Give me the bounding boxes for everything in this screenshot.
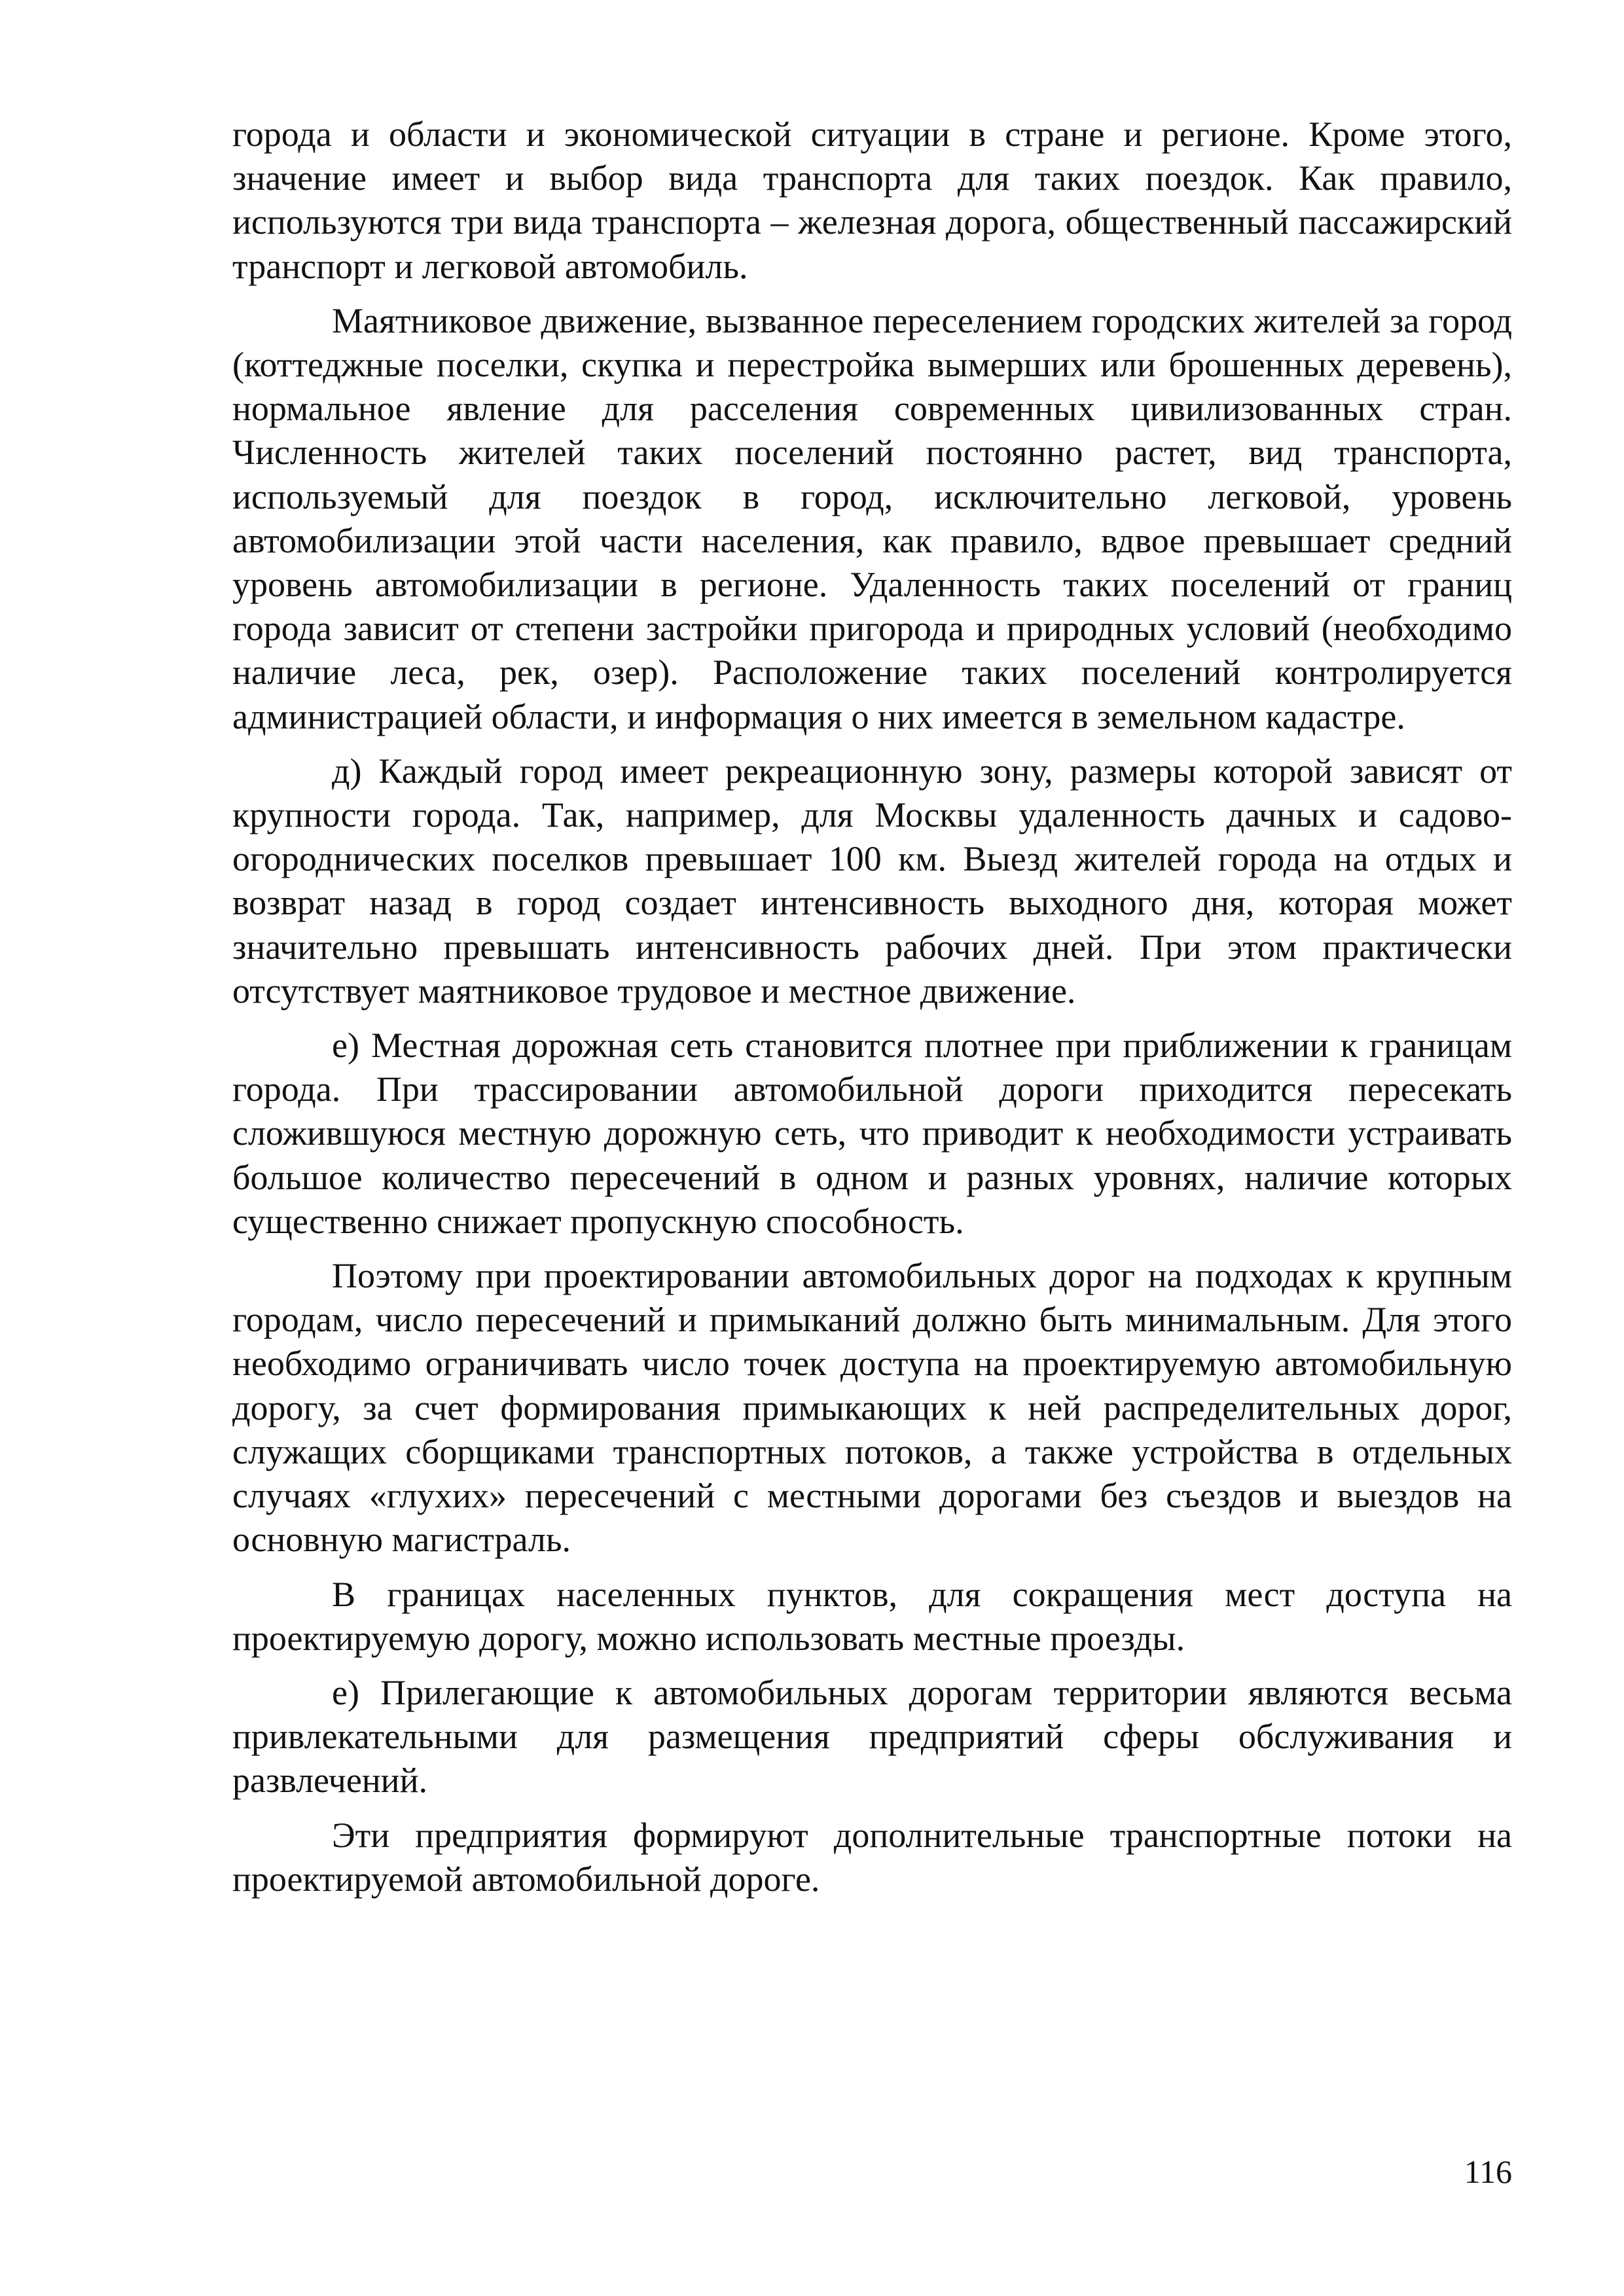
paragraph-recreation-zone: д) Каждый город имеет рекреационную зону, размеры которой зависят от крупности города. Так, например, для Москвы удаленность дачных и садово-огороднических поселков превышает 100 км. Выезд жителей города на отдых и возврат назад в город создает интенсивность выходного дня, которая может значительно превышать интенсивность рабочих дней. При этом практически отсутствует маятниковое трудовое и местное движение. [232, 751, 1512, 1011]
paragraph-local-passages: В границах населенных пунктов, для сокращения мест доступа на проектируемую дорогу, можно использовать местные проезды. [232, 1574, 1512, 1658]
page-number: 116 [1464, 2153, 1512, 2190]
paragraph-adjacent-territories: е) Прилегающие к автомобильных дорогам территории являются весьма привлекательными для размещения предприятий сферы обслуживания и развлечений. [232, 1672, 1512, 1801]
paragraph-pendulum-traffic: Маятниковое движение, вызванное переселением городских жителей за город (коттеджные поселки, скупка и перестройка вымерших или брошенных деревень), нормальное явление для расселения современных цивилизованных стран. Численность жителей таких поселений постоянно растет, вид транспорта, используемый для поездок в город, исключительно легковой, уровень автомобилизации этой части населения, как правило, вдвое превышает средний уровень автомобилизации в регионе. Удаленность таких поселений от границ города зависит от степени застройки пригорода и природных условий (необходимо наличие леса, рек, озер). Расположение таких поселений контролируется администрацией области, и информация о них имеется в земельном кадастре. [232, 300, 1512, 736]
paragraph-additional-flows: Эти предприятия формируют дополнительные транспортные потоки на проектируемой автомобильной дороге. [232, 1815, 1512, 1899]
paragraph-continuation: города и области и экономической ситуации в стране и регионе. Кроме этого, значение имеет и выбор вида транспорта для таких поездок. Как правило, используются три вида транспорта – железная дорога, общественный пассажирский транспорт и легковой автомобиль. [232, 115, 1512, 286]
paragraph-design-approach: Поэтому при проектировании автомобильных дорог на подходах к крупным городам, число пересечений и примыканий должно быть минимальным. Для этого необходимо ограничивать число точек доступа на проектируемую автомобильную дорогу, за счет формирования примыкающих к ней распределительных дорог, служащих сборщиками транспортных потоков, а также устройства в отдельных случаях «глухих» пересечений с местными дорогами без съездов и выездов на основную магистраль. [232, 1256, 1512, 1560]
body-text [232, 113, 1512, 1912]
paragraph-local-road-network: е) Местная дорожная сеть становится плотнее при приближении к границам города. При трассировании автомобильной дороги приходится пересекать сложившуюся местную дорожную сеть, что приводит к необходимости устраивать большое количество пересечений в одном и разных уровнях, наличие которых существенно снижает пропускную способность. [232, 1026, 1512, 1241]
